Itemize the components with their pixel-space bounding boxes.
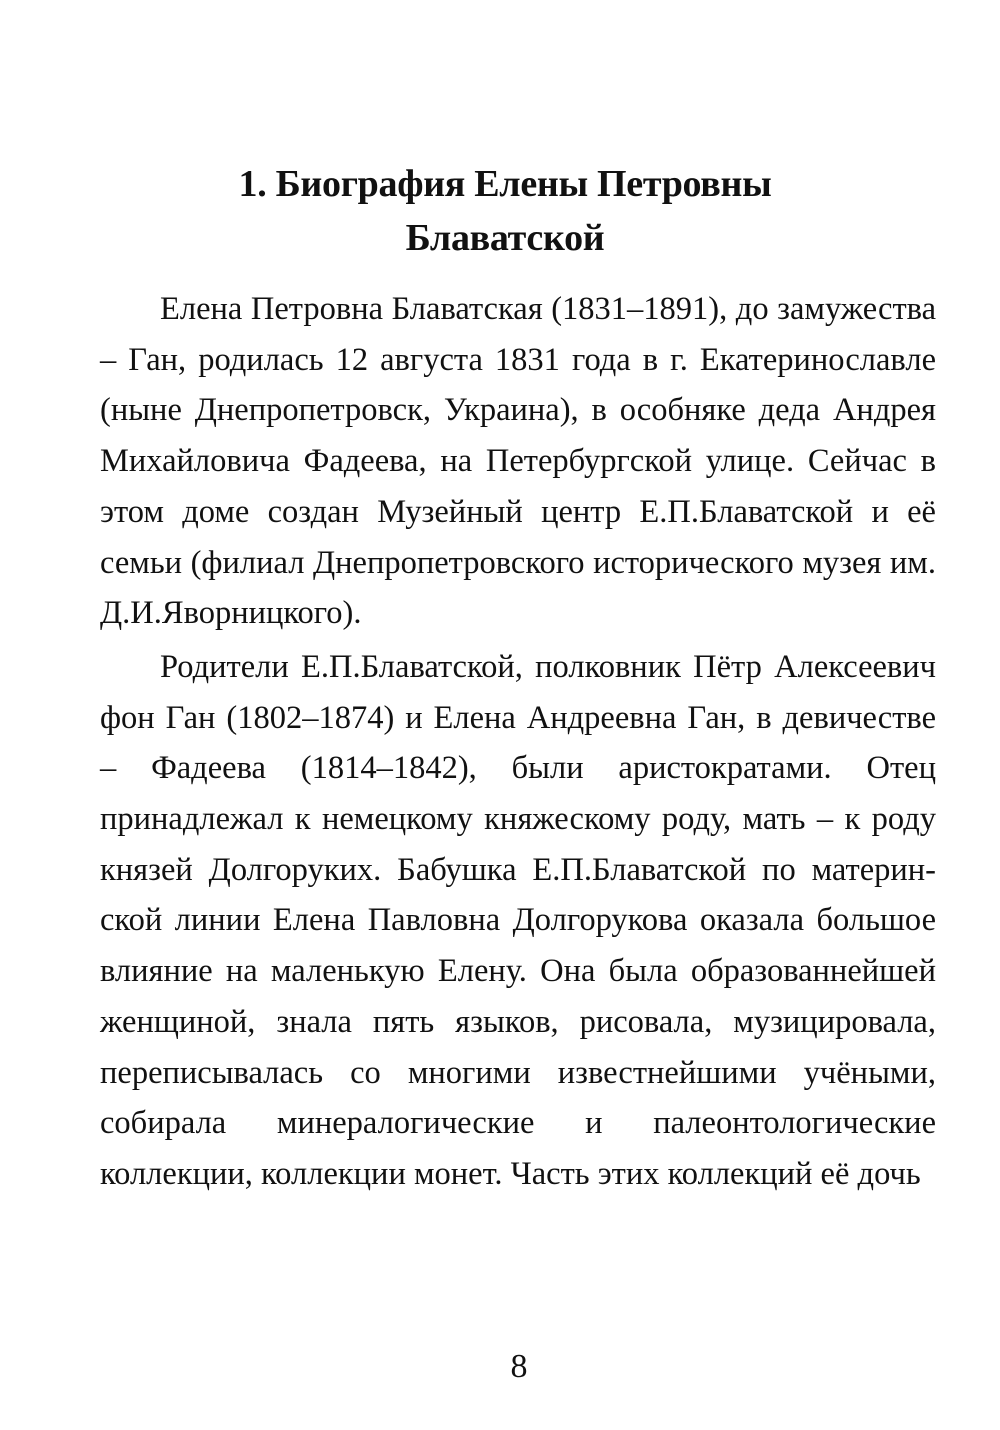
page-number: 8 [510, 1348, 528, 1385]
paragraph-1: Елена Петровна Блаватская (1831–1891), до замужества – Ган, родилась 12 августа 1831 года в г. Екатеринославле (ныне Днепропетровск, Украина), в особняке деда Андрея Михайловича Фадеева, на Петербургской улице. Сейчас в этом доме создан Музейный центр Е.П.Блаватской и её семьи (филиал Днепропетровского исторического музея им. Д.И.Яворницкого). [100, 291, 936, 632]
body-text [100, 284, 936, 1200]
chapter-heading-line-1: 1. Биография Елены Петровны [238, 163, 772, 206]
paragraph-2: Родители Е.П.Блаватской, полковник Пётр Алексеевич фон Ган (1802–1874) и Елена Андреевна Ган, в девичестве – Фадеева (1814–1842), были аристократами. Отец принадлежал к немецкому княжескому роду, мать – к роду князей Долгоруких. Бабушка Е.П.Блаватской по материнской линии Елена Павловна Долгорукова оказала большое влияние на маленькую Елену. Она была образованнейшей женщиной, знала пять языков, рисовала, музицировала, переписывалась со многими известнейшими учёными, собирала минералогические и палеонтологические коллекции, коллекции монет. Часть этих коллекций её дочь [100, 648, 936, 1192]
chapter-heading [80, 157, 930, 265]
chapter-heading-line-2: Блаватской [405, 217, 605, 260]
